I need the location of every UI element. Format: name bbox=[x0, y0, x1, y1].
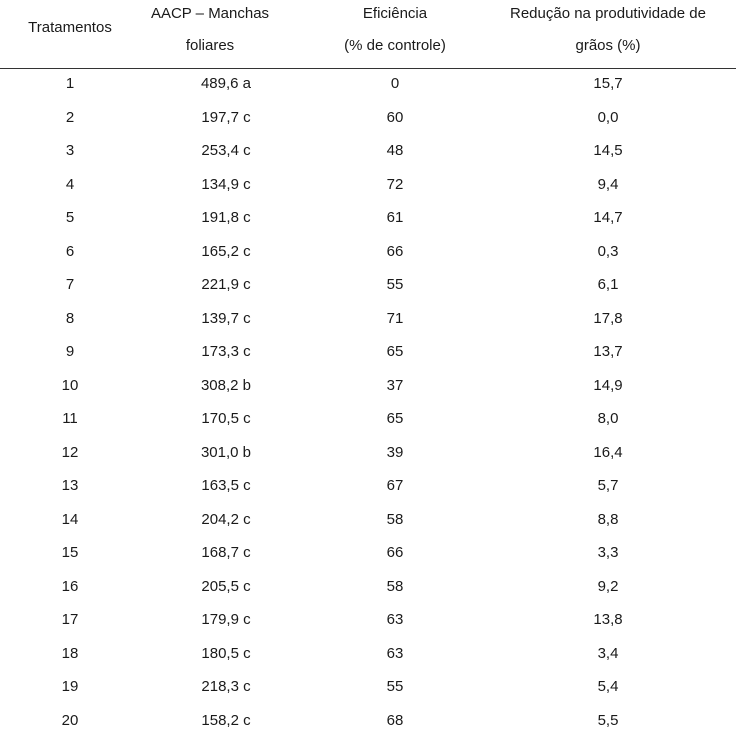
cell-eficiencia: 72 bbox=[320, 170, 470, 204]
header-reducao-line2: grãos (%) bbox=[480, 30, 736, 62]
cell-eficiencia: 61 bbox=[320, 203, 470, 237]
cell-aacp: 158,2 c bbox=[170, 706, 282, 739]
cell-tratamento: 2 bbox=[0, 103, 140, 137]
cell-reducao: 13,8 bbox=[480, 605, 736, 639]
cell-eficiencia: 0 bbox=[320, 69, 470, 103]
cell-tratamento: 17 bbox=[0, 605, 140, 639]
table-row bbox=[0, 237, 736, 271]
header-tratamentos bbox=[0, 12, 140, 44]
table-row bbox=[0, 706, 736, 739]
cell-eficiencia: 39 bbox=[320, 438, 470, 472]
table-body bbox=[0, 69, 736, 739]
cell-aacp: 191,8 c bbox=[170, 203, 282, 237]
cell-tratamento: 19 bbox=[0, 672, 140, 706]
cell-tratamento: 12 bbox=[0, 438, 140, 472]
cell-eficiencia: 65 bbox=[320, 337, 470, 371]
table-row bbox=[0, 136, 736, 170]
table-row bbox=[0, 605, 736, 639]
table-row bbox=[0, 304, 736, 338]
table-row bbox=[0, 170, 736, 204]
cell-tratamento: 4 bbox=[0, 170, 140, 204]
cell-eficiencia: 58 bbox=[320, 505, 470, 539]
cell-aacp: 134,9 c bbox=[170, 170, 282, 204]
cell-eficiencia: 66 bbox=[320, 538, 470, 572]
cell-reducao: 8,8 bbox=[480, 505, 736, 539]
header-eficiencia bbox=[320, 0, 470, 62]
cell-tratamento: 6 bbox=[0, 237, 140, 271]
cell-tratamento: 20 bbox=[0, 706, 140, 739]
header-reducao bbox=[480, 0, 736, 62]
cell-reducao: 17,8 bbox=[480, 304, 736, 338]
cell-tratamento: 7 bbox=[0, 270, 140, 304]
cell-tratamento: 9 bbox=[0, 337, 140, 371]
table-row bbox=[0, 203, 736, 237]
cell-tratamento: 15 bbox=[0, 538, 140, 572]
cell-tratamento: 1 bbox=[0, 69, 140, 103]
table-row bbox=[0, 672, 736, 706]
cell-tratamento: 13 bbox=[0, 471, 140, 505]
cell-eficiencia: 63 bbox=[320, 605, 470, 639]
header-aacp-line1: AACP – Manchas bbox=[140, 0, 280, 30]
cell-eficiencia: 48 bbox=[320, 136, 470, 170]
cell-aacp: 163,5 c bbox=[170, 471, 282, 505]
header-eficiencia-line1: Eficiência bbox=[320, 0, 470, 30]
cell-aacp: 165,2 c bbox=[170, 237, 282, 271]
cell-eficiencia: 37 bbox=[320, 371, 470, 405]
cell-tratamento: 14 bbox=[0, 505, 140, 539]
cell-reducao: 6,1 bbox=[480, 270, 736, 304]
table-row bbox=[0, 69, 736, 103]
cell-aacp: 301,0 b bbox=[170, 438, 282, 472]
cell-aacp: 139,7 c bbox=[170, 304, 282, 338]
cell-eficiencia: 66 bbox=[320, 237, 470, 271]
table-row bbox=[0, 471, 736, 505]
cell-eficiencia: 65 bbox=[320, 404, 470, 438]
cell-tratamento: 3 bbox=[0, 136, 140, 170]
table-row bbox=[0, 103, 736, 137]
cell-aacp: 253,4 c bbox=[170, 136, 282, 170]
cell-aacp: 168,7 c bbox=[170, 538, 282, 572]
table-row bbox=[0, 505, 736, 539]
table-row bbox=[0, 404, 736, 438]
cell-aacp: 179,9 c bbox=[170, 605, 282, 639]
cell-eficiencia: 60 bbox=[320, 103, 470, 137]
cell-eficiencia: 55 bbox=[320, 672, 470, 706]
cell-reducao: 0,3 bbox=[480, 237, 736, 271]
cell-reducao: 3,3 bbox=[480, 538, 736, 572]
header-reducao-line1: Redução na produtividade de bbox=[480, 0, 736, 30]
cell-reducao: 3,4 bbox=[480, 639, 736, 673]
table-row bbox=[0, 337, 736, 371]
cell-tratamento: 8 bbox=[0, 304, 140, 338]
table-row bbox=[0, 438, 736, 472]
table-row bbox=[0, 572, 736, 606]
cell-tratamento: 10 bbox=[0, 371, 140, 405]
header-aacp bbox=[140, 0, 280, 62]
table-row bbox=[0, 371, 736, 405]
cell-eficiencia: 55 bbox=[320, 270, 470, 304]
cell-eficiencia: 63 bbox=[320, 639, 470, 673]
cell-aacp: 180,5 c bbox=[170, 639, 282, 673]
cell-tratamento: 5 bbox=[0, 203, 140, 237]
cell-reducao: 5,4 bbox=[480, 672, 736, 706]
cell-eficiencia: 58 bbox=[320, 572, 470, 606]
header-aacp-line2: foliares bbox=[140, 30, 280, 62]
table-row bbox=[0, 639, 736, 673]
cell-aacp: 218,3 c bbox=[170, 672, 282, 706]
cell-aacp: 308,2 b bbox=[170, 371, 282, 405]
header-eficiencia-line2: (% de controle) bbox=[320, 30, 470, 62]
table-header bbox=[0, 0, 736, 69]
cell-reducao: 5,5 bbox=[480, 706, 736, 739]
cell-eficiencia: 67 bbox=[320, 471, 470, 505]
cell-aacp: 170,5 c bbox=[170, 404, 282, 438]
cell-reducao: 14,7 bbox=[480, 203, 736, 237]
cell-aacp: 197,7 c bbox=[170, 103, 282, 137]
cell-reducao: 9,4 bbox=[480, 170, 736, 204]
cell-reducao: 16,4 bbox=[480, 438, 736, 472]
cell-reducao: 5,7 bbox=[480, 471, 736, 505]
cell-aacp: 221,9 c bbox=[170, 270, 282, 304]
cell-aacp: 205,5 c bbox=[170, 572, 282, 606]
cell-tratamento: 18 bbox=[0, 639, 140, 673]
cell-aacp: 204,2 c bbox=[170, 505, 282, 539]
cell-aacp: 489,6 a bbox=[170, 69, 282, 103]
cell-aacp: 173,3 c bbox=[170, 337, 282, 371]
table-row bbox=[0, 538, 736, 572]
cell-tratamento: 16 bbox=[0, 572, 140, 606]
cell-eficiencia: 68 bbox=[320, 706, 470, 739]
cell-reducao: 14,9 bbox=[480, 371, 736, 405]
cell-reducao: 8,0 bbox=[480, 404, 736, 438]
table-row bbox=[0, 270, 736, 304]
cell-tratamento: 11 bbox=[0, 404, 140, 438]
cell-reducao: 13,7 bbox=[480, 337, 736, 371]
cell-reducao: 15,7 bbox=[480, 69, 736, 103]
cell-reducao: 0,0 bbox=[480, 103, 736, 137]
cell-reducao: 9,2 bbox=[480, 572, 736, 606]
cell-reducao: 14,5 bbox=[480, 136, 736, 170]
header-tratamentos-label: Tratamentos bbox=[0, 12, 140, 44]
cell-eficiencia: 71 bbox=[320, 304, 470, 338]
